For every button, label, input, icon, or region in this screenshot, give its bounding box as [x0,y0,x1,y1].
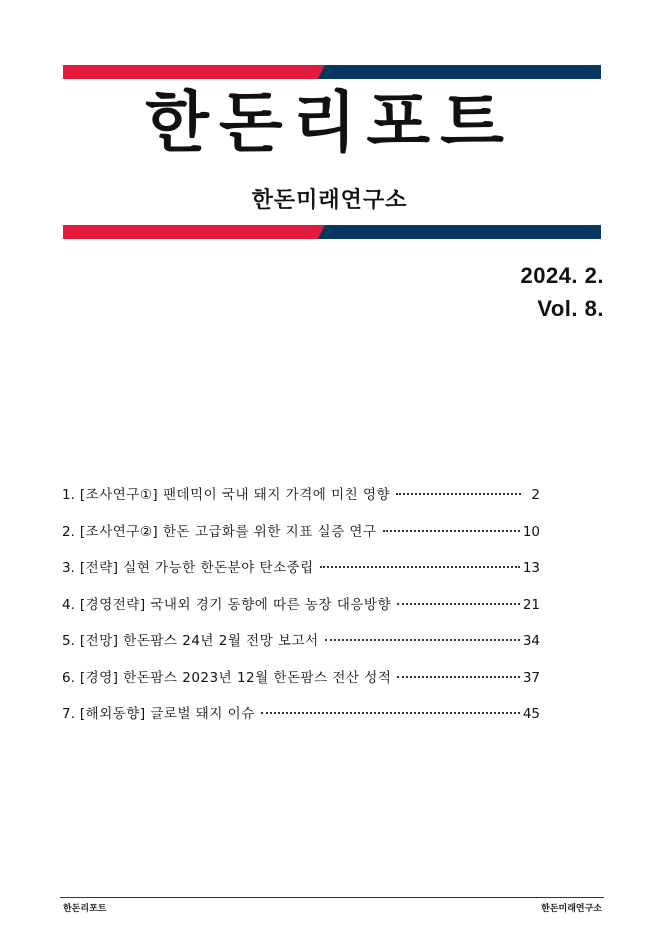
report-title: 한돈리포트 [145,84,514,161]
toc-item-label: [경영] 한돈팜스 2023년 12월 한돈팜스 전산 성적 [79,669,392,686]
toc-item-number: 5. [62,633,75,649]
toc-item-page: 45 [522,706,540,722]
toc-dot-leader [397,676,519,678]
toc-item-page: 21 [522,596,540,613]
toc-dot-leader [396,493,521,495]
toc-item-label: [경영전략] 국내외 경기 동향에 따른 농장 대응방향 [79,596,391,613]
toc-item-page: 2 [531,487,540,503]
toc-item-number: 6. [62,669,75,686]
toc-item[interactable] [62,522,540,559]
bar-red-segment [63,65,335,79]
toc-item-number: 7. [62,706,75,722]
issue-volume: Vol. 8. [537,296,604,321]
bar-blue-segment [318,65,601,79]
toc-item-page: 10 [522,523,540,540]
footer-report-name: 한돈리포트 [63,904,107,914]
bar-red-segment [63,225,335,239]
toc-dot-leader [261,712,520,714]
toc-item-number: 4. [62,596,75,613]
header-color-bar-top [63,65,601,79]
toc-dot-leader [325,639,520,641]
toc-item-label: [해외동향] 글로벌 돼지 이슈 [79,706,255,722]
toc-item-number: 3. [62,560,75,576]
toc-item-page: 34 [522,633,540,649]
publisher-name: 한돈미래연구소 [251,188,408,213]
issue-date: 2024. 2. [520,263,604,288]
toc-dot-leader [397,603,520,605]
header-color-bar-bottom [63,225,601,239]
footer-publisher: 한돈미래연구소 [541,904,602,914]
toc-dot-leader [320,566,520,568]
footer-divider [60,897,604,898]
toc-item-page: 37 [522,669,540,686]
toc-item-number: 2. [62,523,75,540]
toc-dot-leader [383,530,520,532]
toc-item-label: [조사연구②] 한돈 고급화를 위한 지표 실증 연구 [79,523,377,540]
toc-item-label: [전망] 한돈팜스 24년 2월 전망 보고서 [79,633,319,649]
toc-item-number: 1. [62,487,75,503]
table-of-contents [62,485,540,741]
bar-blue-segment [318,225,601,239]
toc-item[interactable] [62,631,540,668]
toc-item[interactable] [62,668,540,705]
toc-item-page: 13 [522,560,540,576]
toc-item[interactable] [62,704,540,741]
toc-item-label: [전략] 실현 가능한 한돈분야 탄소중립 [79,560,314,576]
toc-item-label: [조사연구①] 팬데믹이 국내 돼지 가격에 미친 영향 [79,487,391,503]
toc-item[interactable] [62,558,540,595]
toc-item[interactable] [62,595,540,632]
toc-item[interactable] [62,485,540,522]
